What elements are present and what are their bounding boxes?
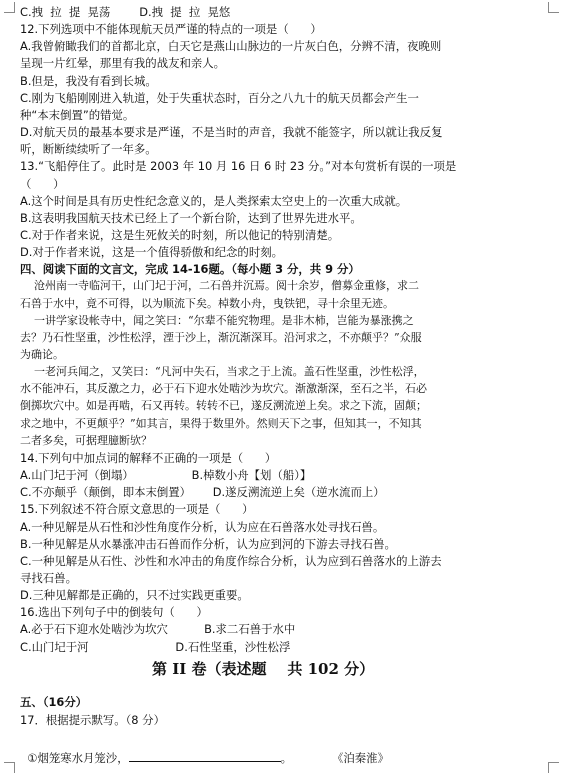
text-line: C.刚为飞船刚刚进入轨道，处于失重状态时，百分之八九十的航天员都会产生一 bbox=[20, 90, 419, 105]
crop-mark-top-left bbox=[4, 2, 15, 13]
text-line: 14.下列句中加点词的解释不正确的一项是（ ） bbox=[20, 450, 277, 465]
text-line: 求之地中，不更颠乎？”如其言，果得于数里外。然则天下之事，但知其一，不知其 bbox=[20, 416, 422, 430]
text-line: C.一种见解是从石性、沙性和水冲击的角度作综合分析，认为应到石兽落水的上游去 bbox=[20, 553, 442, 568]
text-line: A.山门圮于河（倒塌） B.棹数小舟【划（船）】 bbox=[20, 468, 312, 483]
text-line: 水不能冲石，其反激之力，必于石下迎水处啮沙为坎穴。渐激渐深，至石之半，石必 bbox=[20, 382, 427, 396]
crop-mark-bottom-right bbox=[548, 762, 559, 773]
section-5-heading: 五、（16分） bbox=[20, 695, 88, 709]
text-line: B.这表明我国航天技术已经上了一个新台阶，达到了世界先进水平。 bbox=[20, 210, 362, 225]
text-line: 四、阅读下面的文言文，完成 14-16题。（每小题 3 分，共 9 分） bbox=[20, 262, 360, 277]
text-line: 沧州南一寺临河干，山门圮于河，二石兽并沉焉。阅十余岁，僧募金重修，求二 bbox=[20, 279, 419, 293]
text-line: 二者多矣，可据理臆断欤？ bbox=[20, 433, 152, 447]
text-line: 种“本末倒置”的错觉。 bbox=[20, 107, 135, 122]
text-line: D.对于作者来说，这是一个值得骄傲和纪念的时刻。 bbox=[20, 245, 283, 260]
text-line: 一老河兵闻之，又笑曰：“凡河中失石，当求之于上流。盖石性坚重，沙性松浮， bbox=[20, 365, 425, 379]
text-line: 倒掷坎穴中。如是再啮，石又再转。转转不已，遂反溯流逆上矣。求之下流，固颠； bbox=[20, 399, 427, 413]
text-line: 寻找石兽。 bbox=[20, 570, 77, 585]
text-line: B.一种见解是从水暴涨冲击石兽而作分析，认为应到河的下游去寻找石兽。 bbox=[20, 536, 396, 551]
text-line: D.三种见解都是正确的，只不过实践更重要。 bbox=[20, 588, 249, 603]
question-17-item bbox=[20, 731, 389, 767]
text-line: C.对于作者来说，这是生死攸关的时刻，所以他记的特别清楚。 bbox=[20, 227, 340, 242]
text-line: D.对航天员的最基本要求是严谨，不是当时的声音，我就不能签字，所以就让我反复 bbox=[20, 125, 443, 140]
poem-line-prefix: ①烟笼寒水月笼沙， bbox=[27, 751, 129, 765]
text-line: C.不亦颠乎（颠倒，即本末倒置） D.遂反溯流逆上矣（逆水流而上） bbox=[20, 485, 385, 500]
text-line: 听，断断续续听了一年多。 bbox=[20, 142, 157, 157]
text-line: A.必于石下迎水处啮沙为坎穴 B.求二石兽于水中 bbox=[20, 622, 296, 637]
text-line: C.山门圮于河 D.石性坚重，沙性松浮 bbox=[20, 639, 291, 654]
text-line: 石兽于水中，竟不可得，以为顺流下矣。棹数小舟，曳铁钯，寻十余里无迹。 bbox=[20, 296, 394, 310]
text-line: A.我曾俯瞰我们的首都北京，白天它是燕山山脉边的一片灰白色，分辨不清，夜晚则 bbox=[20, 39, 442, 54]
text-line: 13.“飞船停住了。此时是 2003 年 10 月 16 日 6 时 23 分。”对本句赏析有误的一项是 bbox=[20, 159, 457, 174]
text-line: 12.下列选项中不能体现航天员严谨的特点的一项是（ ） bbox=[20, 22, 322, 37]
poem-source: 《泊秦淮》 bbox=[332, 751, 389, 765]
text-line: 16.选出下列句子中的倒装句（ ） bbox=[20, 605, 208, 620]
text-line: A.这个时间是具有历史性纪念意义的，是人类探索太空史上的一次重大成就。 bbox=[20, 193, 408, 208]
text-line: B.但是，我没有看到长城。 bbox=[20, 73, 157, 88]
text-line: （ ） bbox=[20, 176, 65, 191]
question-17-label: 17．根据提示默写。（8 分） bbox=[20, 713, 165, 727]
poem-line-end: 。 bbox=[280, 751, 292, 765]
text-line: 一讲学家设帐寺中，闻之笑曰：“尔辈不能究物理。是非木柿，岂能为暴涨携之 bbox=[20, 313, 414, 327]
text-line: 为确论。 bbox=[20, 348, 64, 361]
text-line: C.拽 拉 提 晃荡 D.拽 提 拉 晃悠 bbox=[20, 5, 231, 19]
crop-mark-bottom-left bbox=[4, 762, 15, 773]
text-line: 15.下列叙述不符合原文意思的一项是（ ） bbox=[20, 502, 254, 517]
text-line: A.一种见解是从石性和沙性角度作分析，认为应在石兽落水处寻找石兽。 bbox=[20, 519, 385, 534]
crop-mark-top-right bbox=[548, 2, 559, 13]
text-line: 呈现一片红晕，那里有我的战友和亲人。 bbox=[20, 56, 226, 71]
text-line: 去？乃石性坚重，沙性松浮，湮于沙上，渐沉渐深耳。沿河求之，不亦颠乎？”众服 bbox=[20, 330, 422, 344]
answer-blank[interactable] bbox=[129, 749, 281, 762]
section-2-title: 第 II 卷（表述题 共 102 分） bbox=[152, 660, 375, 678]
